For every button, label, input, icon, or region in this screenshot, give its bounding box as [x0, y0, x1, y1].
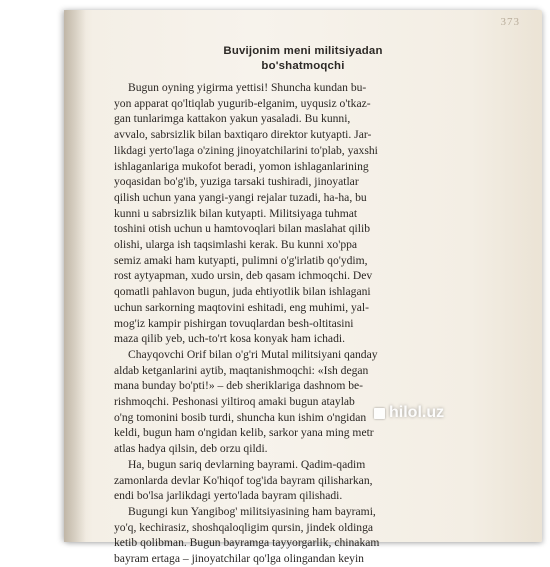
text-line: qilish uchun yana yangi-yangi rejalar tuzadi, ha-ha, bu	[114, 190, 367, 204]
text-line: ketib qolibman. Bugun bayramga tayyorgarlik, chinakam	[114, 536, 380, 550]
text-line: qomatli pahlavon bugun, juda ehtiyotlik bilan ishlagani	[114, 285, 371, 299]
text-line: ishlaganlariga mukofot beradi, yomon ishlaganlarining	[114, 159, 369, 173]
text-line: Chayqovchi Orif bilan o'g'ri Mutal militsiyani qanday	[128, 347, 378, 361]
text-line: yo'q, kechirasiz, shoshqaloqligim qursin, jindek oldinga	[114, 520, 374, 534]
text-line: rishmoqchi. Peshonasi yiltiroq amaki bugun ataylab	[114, 395, 355, 409]
text-line: olishi, ularga ish taqsimlashi kerak. Bu kunni xo'ppa	[114, 238, 358, 252]
text-line: yon apparat qo'ltiqlab yugurib-elganim, uyqusiz o'tkaz-	[114, 96, 371, 110]
text-line: toshini otish uchun u hamtovoqlari bilan maslahat qilib	[114, 222, 370, 236]
chapter-title-line-1: Buvijonim meni militsiyadan	[223, 45, 383, 57]
text-line: Bugun oyning yigirma yettisi! Shuncha kundan bu-	[128, 81, 367, 94]
text-line: semiz amaki ham kutyapti, pulimni o'g'irlatib qo'ydim,	[114, 253, 368, 267]
text-line: maza qilib yeb, uch-to'rt kosa konyak ham ichadi.	[114, 332, 345, 346]
book-page	[64, 10, 542, 566]
text-line: Ha, bugun sariq devlarning bayrami. Qadim-qadim	[128, 457, 366, 471]
text-line: endi bo'lsa jarlikdagi yerto'lada bayram qilishadi.	[114, 489, 343, 503]
chapter-title	[64, 44, 542, 74]
body-text	[114, 80, 516, 567]
text-line: mana bunday bo'pti!» – deb sheriklariga dashnom be-	[114, 379, 364, 393]
watermark-logo-icon	[374, 408, 385, 419]
chapter-title-line-2: bo'shatmoqchi	[261, 60, 345, 72]
paragraph	[114, 347, 516, 457]
text-line: atlas hadya qilsin, deb orzu qildi.	[114, 442, 268, 456]
page-number: 373	[500, 16, 520, 28]
text-line: keldi, bugun ham o'ngidan kelib, sarkor yana ming metr	[114, 426, 374, 440]
text-line: yoqasidan bo'g'ib, yuziga tarsaki tushiradi, jinoyatlar	[114, 175, 359, 189]
text-line: bayram ertaga – jinoyatchilar qo'lga olingandan keyin	[114, 552, 364, 566]
paragraph	[114, 504, 516, 567]
text-line: zamonlarda devlar Ko'hiqof tog'ida bayram qilisharkan,	[114, 473, 373, 487]
text-line: gan tunlarimga kattakon yakun yasaladi. Bu kunni,	[114, 112, 351, 126]
watermark	[374, 404, 444, 422]
text-line: uchun sarkorning maqtovini eshitadi, eng muhimi, yal-	[114, 300, 370, 314]
paragraph	[114, 457, 516, 504]
text-line: likdagi yerto'laga o'zining jinoyatchilarini to'plab, yaxshi	[114, 143, 378, 157]
paragraph	[114, 80, 516, 347]
text-line: aldab ketganlarini aytib, maqtanishmoqchi: «Ish degan	[114, 363, 369, 377]
page-gutter-shadow	[64, 10, 86, 542]
text-line: avvalo, sabrsizlik bilan baxtiqaro direktor kutyapti. Jar-	[114, 128, 372, 142]
text-line: kunni u sabrsizlik bilan kutyapti. Militsiyaga tuhmat	[114, 206, 358, 220]
text-line: rost aytyapman, xudo ursin, deb qasam ichmoqchi. Dev	[114, 269, 373, 283]
text-line: mog'iz kampir pishirgan tovuqlardan besh-oltitasini	[114, 316, 354, 330]
text-line: Bugungi kun Yangibog' militsiyasining ham bayrami,	[128, 504, 376, 518]
watermark-text: hilol.uz	[389, 404, 445, 421]
text-line: o'ng tomonini bosib turdi, shuncha kun ishim o'ngidan	[114, 410, 367, 424]
